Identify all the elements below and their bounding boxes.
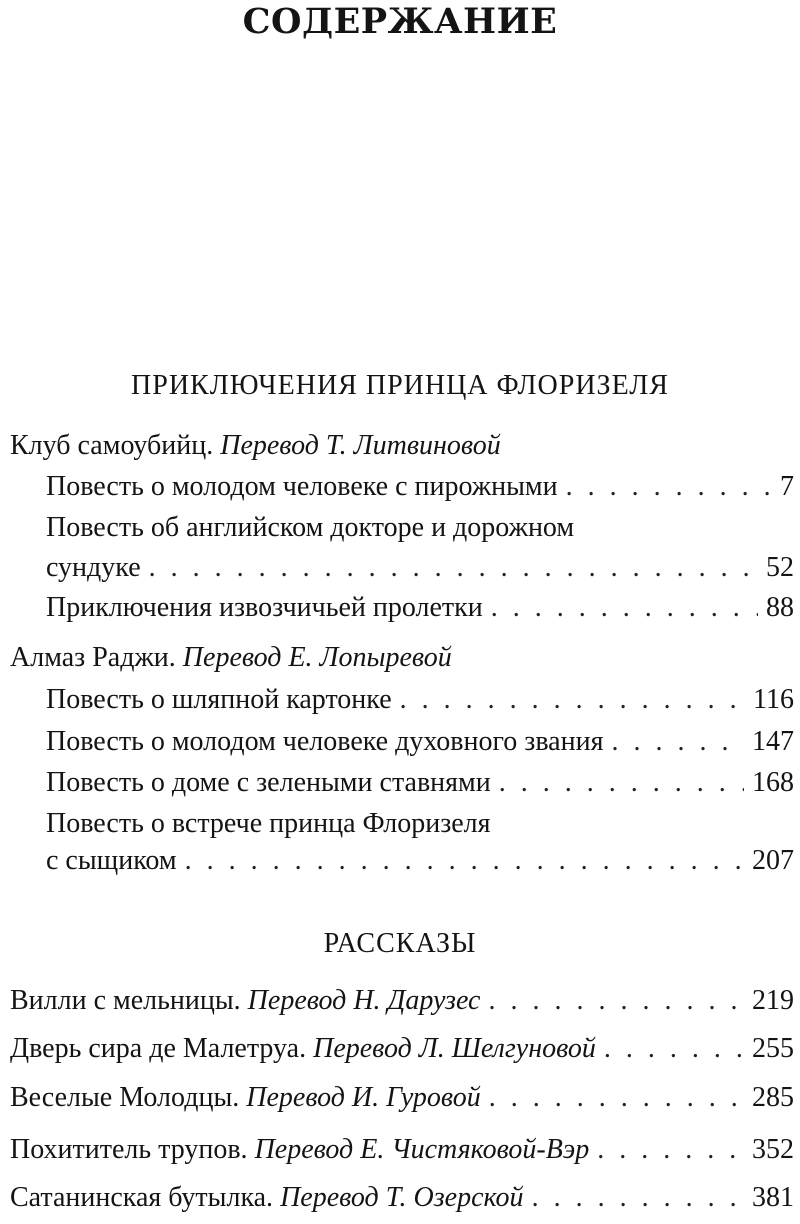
- work-title: Вилли с мельницы.: [10, 985, 241, 1016]
- section-heading-prince-florizel: ПРИКЛЮЧЕНИЯ ПРИНЦА ФЛОРИЗЕЛЯ: [131, 370, 669, 401]
- work-title: Сатанинская бутылка.: [10, 1182, 274, 1213]
- page-number: 168: [752, 767, 794, 798]
- entry-title: Повесть о доме с зелеными ставнями: [46, 767, 491, 798]
- page-number: 147: [752, 726, 794, 757]
- entry-title-line: Повесть об английском докторе и дорожном: [46, 512, 575, 543]
- dot-leader: [185, 843, 744, 879]
- toc-entry[interactable]: [10, 983, 794, 1019]
- page-number: 88: [766, 592, 794, 623]
- toc-group-heading: [10, 640, 794, 676]
- toc-entry[interactable]: [46, 682, 794, 718]
- toc-entry[interactable]: [46, 469, 794, 505]
- translator-credit: Перевод Н. Дарузес: [247, 985, 481, 1016]
- work-title: Дверь сира де Малетруа.: [10, 1033, 307, 1064]
- dot-leader: [532, 1180, 744, 1216]
- work-title: Веселые Молодцы.: [10, 1082, 240, 1113]
- dot-leader: [604, 1031, 744, 1067]
- dot-leader: [491, 590, 758, 626]
- toc-entry[interactable]: [10, 1132, 794, 1168]
- entry-title: сундуке: [46, 552, 141, 583]
- entry-title: Приключения извозчичьей пролетки: [46, 592, 483, 623]
- dot-leader: [488, 983, 744, 1019]
- toc-entry[interactable]: [46, 765, 794, 801]
- dot-leader: [566, 469, 772, 505]
- dot-leader: [489, 1080, 744, 1116]
- toc-entry[interactable]: [46, 724, 794, 760]
- dot-leader: [400, 682, 745, 718]
- translator-credit: Перевод Е. Лопыревой: [182, 642, 452, 673]
- toc-entry[interactable]: [46, 550, 794, 586]
- page-title: СОДЕРЖАНИЕ: [242, 1, 558, 42]
- work-title: Алмаз Раджи.: [10, 642, 176, 673]
- entry-title-line: Повесть о встрече принца Флоризеля: [46, 808, 491, 839]
- entry-title: [10, 1080, 481, 1116]
- toc-entry[interactable]: [46, 843, 794, 879]
- entry-title: с сыщиком: [46, 845, 177, 876]
- page-number: 219: [752, 985, 794, 1016]
- translator-credit: Перевод Т. Озерской: [280, 1182, 524, 1213]
- page-number: 352: [752, 1134, 794, 1165]
- dot-leader: [499, 765, 744, 801]
- page-number: 381: [752, 1182, 794, 1213]
- translator-credit: Перевод Е. Чистяковой-Вэр: [254, 1134, 590, 1165]
- translator-credit: Перевод И. Гуровой: [246, 1082, 481, 1113]
- translator-credit: Перевод Т. Литвиновой: [220, 430, 501, 461]
- page-number: 255: [752, 1033, 794, 1064]
- page-number: 7: [780, 471, 794, 502]
- dot-leader: [149, 550, 758, 586]
- page-number: 207: [752, 845, 794, 876]
- entry-title: Повесть о молодом человеке с пирожными: [46, 471, 558, 502]
- dot-leader: [611, 724, 744, 760]
- entry-title: [10, 1180, 524, 1216]
- work-title: Похититель трупов.: [10, 1134, 248, 1165]
- entry-title: Повесть о молодом человеке духовного звания: [46, 726, 604, 757]
- toc-entry[interactable]: [10, 1180, 794, 1216]
- page-number: 285: [752, 1082, 794, 1113]
- page-number: 52: [766, 552, 794, 583]
- toc-entry[interactable]: [10, 1031, 794, 1067]
- entry-title: [10, 1031, 596, 1067]
- toc-group-heading: [10, 428, 794, 464]
- entry-title: Повесть о шляпной картонке: [46, 684, 392, 715]
- page-number: 116: [753, 684, 794, 715]
- section-heading-stories: РАССКАЗЫ: [323, 928, 477, 959]
- entry-title: [10, 983, 480, 1019]
- toc-entry[interactable]: [46, 590, 794, 626]
- work-title: Клуб самоубийц.: [10, 430, 214, 461]
- dot-leader: [597, 1132, 744, 1168]
- entry-title: [10, 1132, 589, 1168]
- toc-entry[interactable]: [10, 1080, 794, 1116]
- translator-credit: Перевод Л. Шелгуновой: [313, 1033, 596, 1064]
